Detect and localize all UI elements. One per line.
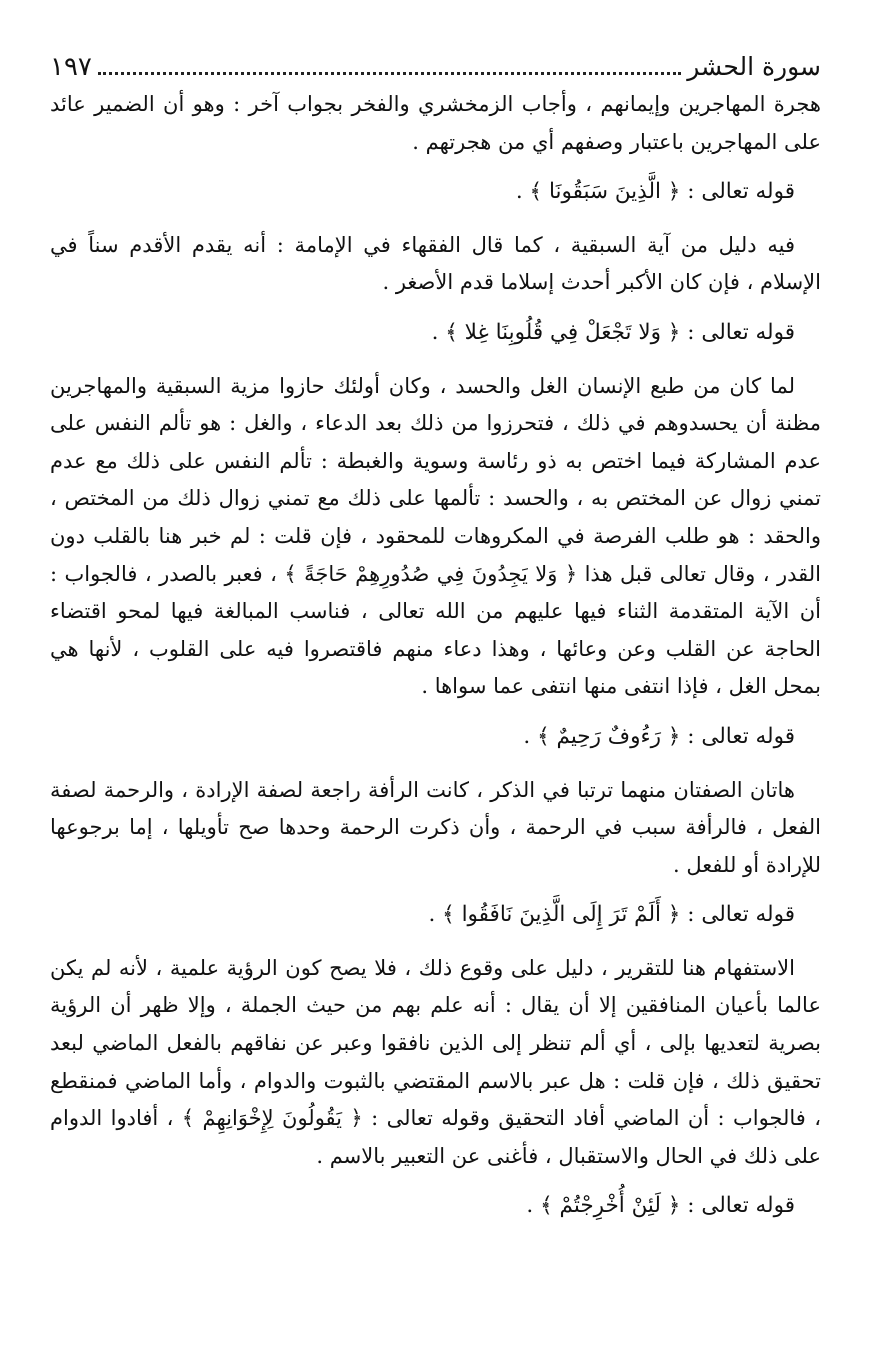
page-number: ١٩٧ xyxy=(50,52,92,82)
running-header xyxy=(50,48,821,82)
body-paragraph: لما كان من طبع الإنسان الغل والحسد ، وكان أولئك حازوا مزية السبقية والمهاجرين مظنة أن يحسدوهم في ذلك ، فتحرزوا من ذلك بعد الدعاء ، والغل : هو تألم النفس على عدم المشاركة فيما اختص به ذو رئاسة وسوية والغبطة : تألم النفس على ذلك مع عدم تمني زوال عن المختص به ، والحسد : تألمها على ذلك مع تمني زوال ذلك من المختص ، والحقد : هو طلب الفرصة في المكروهات للمحقود ، فإن قلت : لم خبر هنا بالقلب دون القدر ، وقال تعالى قبل هذا ﴿ وَلا يَجِدُونَ فِي صُدُورِهِمْ حَاجَةً ﴾ ، فعبر بالصدر ، فالجواب : أن الآية المتقدمة الثناء فيها عليهم من الله تعالى ، فناسب المبالغة فيها لمحو اقتضاء الحاجة عن القلب وعن وعائها ، وهذا دعاء منهم فاقتصروا فيه على القلوب ، لأنها هي بمحل الغل ، فإذا انتفى منها انتفى عما سواها . xyxy=(50,373,821,699)
verse-heading: قوله تعالى : ﴿ رَءُوفٌ رَحِيمٌ ﴾ . xyxy=(523,723,795,749)
surah-title: سورة الحشر xyxy=(687,52,821,81)
verse-heading: قوله تعالى : ﴿ لَئِنْ أُخْرِجْتُمْ ﴾ . xyxy=(526,1193,795,1219)
header-dotted-leader xyxy=(98,72,681,75)
body-paragraph: هجرة المهاجرين وإيمانهم ، وأجاب الزمخشري والفخر بجواب آخر : وهو أن الضمير عائد على المهاجرين باعتبار وصفهم أي من هجرتهم . xyxy=(50,92,821,154)
verse-heading: قوله تعالى : ﴿ الَّذِينَ سَبَقُونَا ﴾ . xyxy=(515,179,795,205)
verse-heading: قوله تعالى : ﴿ وَلا تَجْعَلْ فِي قُلُوبِنَا غِلا ﴾ . xyxy=(431,319,795,345)
body-paragraph: فيه دليل من آية السبقية ، كما قال الفقهاء في الإمامة : أنه يقدم الأقدم سناً في الإسلام ، فإن كان الأكبر أحدث إسلاما قدم الأصغر . xyxy=(50,232,821,295)
verse-heading: قوله تعالى : ﴿ أَلَمْ تَرَ إِلَى الَّذِينَ نَافَقُوا ﴾ . xyxy=(428,902,795,928)
body-paragraph: هاتان الصفتان منهما ترتبا في الذكر ، كانت الرأفة راجعة لصفة الإرادة ، والرحمة لصفة الفعل ، فالرأفة سبب في الرحمة ، وأن ذكرت الرحمة وحدها صح تأويلها ، إما برجوعها للإرادة أو للفعل . xyxy=(50,777,821,877)
body-paragraph: الاستفهام هنا للتقرير ، دليل على وقوع ذلك ، فلا يصح كون الرؤية علمية ، لأنه لم يكن عالما بأعيان المنافقين إلا أن يقال : أنه علم بهم من حيث الجملة ، وإلا ظهر أن الرؤية بصرية لتعديها بإلى ، أي ألم تنظر إلى الذين نافقوا وعبر عن نفاقهم بالفعل الماضي لبعد تحقيق ذلك ، فإن قلت : هل عبر بالاسم المقتضي بالثبوت والدوام ، وأما الماضي فمنقطع ، فالجواب : أن الماضي أفاد التحقيق وقوله تعالى : ﴿ يَقُولُونَ لِإِخْوَانِهِمْ ﴾ ، أفادوا الدوام على ذلك في الحال والاستقبال ، فأغنى عن التعبير بالاسم . xyxy=(50,955,821,1168)
book-page xyxy=(50,48,821,1241)
